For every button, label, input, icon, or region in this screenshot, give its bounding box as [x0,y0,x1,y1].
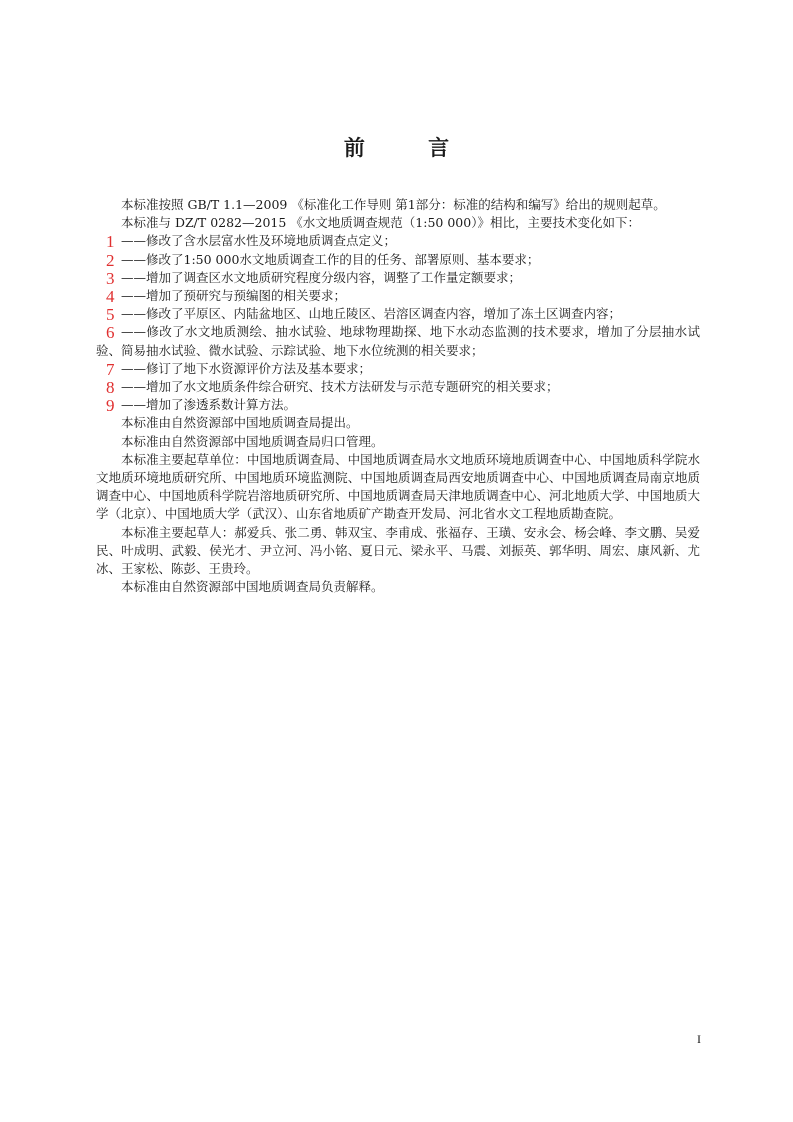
change-text: ——增加了渗透系数计算方法。 [121,397,297,413]
change-text: ——增加了预研究与预编图的相关要求； [121,288,347,304]
change-item [96,360,700,378]
change-item [96,323,700,359]
change-item [96,269,700,287]
annotation-number: 8 [106,378,115,398]
change-text: ——修改了含水层富水性及环境地质调查点定义； [121,233,397,249]
change-item [96,232,700,250]
annotation-number: 6 [106,323,115,343]
change-item [96,305,700,323]
annotation-number: 2 [106,250,115,270]
intro-paragraph: 本标准与 DZ/T 0282—2015 《水文地质调查规范（1:50 000）》相比，主要技术变化如下： [121,215,640,231]
change-item [96,396,700,414]
annotation-number: 1 [106,232,115,252]
change-text: ——修改了1:50 000水文地质调查工作的目的任务、部署原则、基本要求； [121,251,540,267]
page-title: 前 言 [343,136,478,160]
annotation-number: 3 [106,268,115,288]
change-item [96,251,700,269]
annotation-number: 4 [106,287,115,307]
intro-paragraph: 本标准按照 GB/T 1.1—2009 《标准化工作导则 第1部分：标准的结构和编写》给出的规则起草。 [121,197,666,212]
proposer-paragraph: 本标准由自然资源部中国地质调查局提出。 [121,415,359,431]
page-number: I [697,1032,701,1046]
administration-paragraph: 本标准由自然资源部中国地质调查局归口管理。 [121,433,384,449]
foreword-body [96,196,700,596]
drafters-paragraph: 本标准主要起草人：郝爱兵、张二勇、韩双宝、李甫成、张福存、王璜、安永会、杨会峰、李文鹏、吴爱民、叶成明、武毅、侯光才、尹立河、冯小铭、夏日元、梁永平、马震、刘振英、郭华明、周宏、康风新、尤冰、王家松、陈彭、王贵玲。 [96,524,700,577]
change-text: ——增加了调查区水文地质研究程度分级内容，调整了工作量定额要求； [121,269,522,285]
annotation-number: 9 [106,396,115,416]
change-item [96,378,700,396]
drafting-units-paragraph: 本标准主要起草单位：中国地质调查局、中国地质调查局水文地质环境地质调查中心、中国地质科学院水文地质环境地质研究所、中国地质环境监测院、中国地质调查局西安地质调查中心、中国地质调查局南京地质调查中心、中国地质科学院岩溶地质研究所、中国地质调查局天津地质调查中心、河北地质大学、中国地质大学（北京）、中国地质大学（武汉）、山东省地质矿产勘查开发局、河北省水文工程地质勘查院。 [96,451,700,522]
change-text: ——修改了平原区、内陆盆地区、山地丘陵区、岩溶区调查内容，增加了冻土区调查内容； [121,306,622,322]
interpretation-paragraph: 本标准由自然资源部中国地质调查局负责解释。 [121,579,384,595]
change-item [96,287,700,305]
annotation-number: 7 [106,359,115,379]
change-text: ——修订了地下水资源评价方法及基本要求； [121,360,372,376]
change-text: ——修改了水文地质测绘、抽水试验、地球物理勘探、地下水动态监测的技术要求，增加了分层抽水试验、简易抽水试验、微水试验、示踪试验、地下水位统测的相关要求； [96,324,700,358]
annotation-number: 5 [106,305,115,325]
change-text: ——增加了水文地质条件综合研究、技术方法研发与示范专题研究的相关要求； [121,379,559,395]
